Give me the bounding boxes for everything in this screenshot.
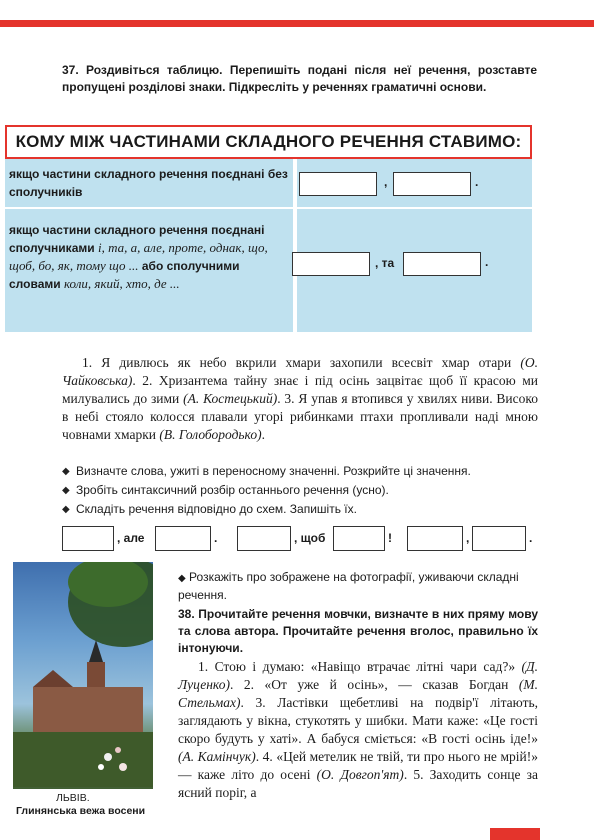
list-item: ◆ Визначте слова, ужиті в переносному значенні. Розкрийте ці значення. (62, 462, 538, 481)
rule-row-2-relative-words: коли, який, хто, де ... (63, 276, 180, 291)
diamond-icon: ◆ (62, 485, 70, 496)
rule-row-2-bold-1: якщо частини складного речення поєднані сполучниками (9, 223, 265, 255)
scheme-box (292, 252, 370, 276)
author-3: (В. Голобородько) (159, 427, 262, 442)
rule-row-2-conjunctions: і, та, а, але, проте, однак, що, щоб, бо, як, тому що ... (9, 240, 268, 273)
author-1: (О. Чайковська) (62, 355, 539, 388)
author-4: (О. Довгоп'ят) (316, 767, 404, 782)
lviv-tower-photo (13, 562, 153, 820)
list-item: ◆ Зробіть синтаксичний розбір останнього речення (усно). (62, 481, 538, 500)
author-3: (А. Камінчук) (178, 749, 256, 764)
rule-row-2-scheme (297, 209, 532, 332)
photo-task-bullet: ◆ Розкажіть про зображене на фотографії, уживаючи складні речення. (178, 570, 519, 602)
author-2: (А. Костецький) (183, 391, 278, 406)
scheme-box (393, 172, 471, 196)
rule-row-1-scheme (297, 159, 532, 207)
scheme-period: . (485, 255, 489, 269)
rule-row-2-bold-2: або сполучними словами (9, 259, 240, 291)
scheme-period: . (475, 175, 479, 189)
diamond-icon: ◆ (62, 504, 70, 515)
scheme-box (155, 526, 211, 551)
rule-row-no-conjunction (5, 159, 532, 207)
top-accent-bar (0, 20, 594, 27)
diamond-icon: ◆ (178, 573, 186, 584)
diamond-icon: ◆ (62, 466, 70, 477)
photo-illustration (13, 562, 153, 820)
scheme-box (403, 252, 481, 276)
rule-row-with-conjunction (5, 209, 532, 332)
rule-row-2-text (5, 209, 293, 332)
scheme-box (333, 526, 385, 551)
page-number-tab (490, 828, 540, 840)
photo-caption-city: ЛЬВІВ. (56, 792, 90, 804)
rule-row-1-text: якщо частини складного речення поєднані без сполучників (9, 167, 288, 199)
rule-table-title: КОМУ МІЖ ЧАСТИНАМИ СКЛАДНОГО РЕЧЕННЯ СТАВИМО: (5, 125, 532, 159)
scheme-box (472, 526, 526, 551)
author-2: (М. Стельмах) (178, 677, 538, 710)
rule-table (5, 125, 532, 332)
sentence-schemes: , але . , щоб ! , . (62, 526, 542, 552)
task-38-heading: 38. Прочитайте речення мовчки, визначте в них пряму мову та слова автора. Прочитайте речення вголос, правильно їх інтонуючи. (178, 607, 538, 655)
author-1: (Д. Луценко) (178, 659, 539, 692)
scheme-comma: , (384, 175, 388, 189)
task-38-sentences: 1. Стою і думаю: «Навіщо втрачає літні чари сад?» (Д. Луценко). 2. «От уже й осінь», — сказав Богдан (М. Стельмах). 3. Ластівки щебетливі на подвір'ї літають, заглядають у вікна, стукотять у шибки. Мати каже: «Це гості скоро будуть у хаті». А бабуся сміється: «В гості осінь іде!» (А. Камінчук). 4. «Цей метелик не твій, ти про нього не мрій!» — каже літо до осені (О. Довгоп'ят). 5. Заходить сонце за ясний поріг, а (178, 659, 539, 800)
scheme-box (299, 172, 377, 196)
task-37-heading: 37. Роздивіться таблицю. Перепишіть подані після неї речення, розставте пропущені розділові знаки. Підкресліть у реченнях граматичні основи. (62, 63, 537, 94)
scheme-box (62, 526, 114, 551)
task-37-sentences: 1. Я дивлюсь як небо вкрили хмари захопили всесвіт хмар отари (О. Чайковська). 2. Хризантема тайну знає і під осінь зацвітає щоб її красою ми милувались до зими (А. Костецький). 3. Я упав я втопився у хвилях ниви. Високо в небі стояло колосся плавали угорі рибинками птахи пропливали наді мною човнами хмарки (В. Голобородько). (62, 355, 539, 442)
task-37-bullets (62, 462, 538, 519)
photo-caption-name: Глинянська вежа восени (16, 805, 146, 817)
photo-caption (13, 789, 153, 820)
list-item: ◆ Складіть речення відповідно до схем. Запишіть їх. (62, 500, 538, 519)
scheme-comma-ta: , та (375, 256, 395, 270)
scheme-box (407, 526, 463, 551)
scheme-box (237, 526, 291, 551)
